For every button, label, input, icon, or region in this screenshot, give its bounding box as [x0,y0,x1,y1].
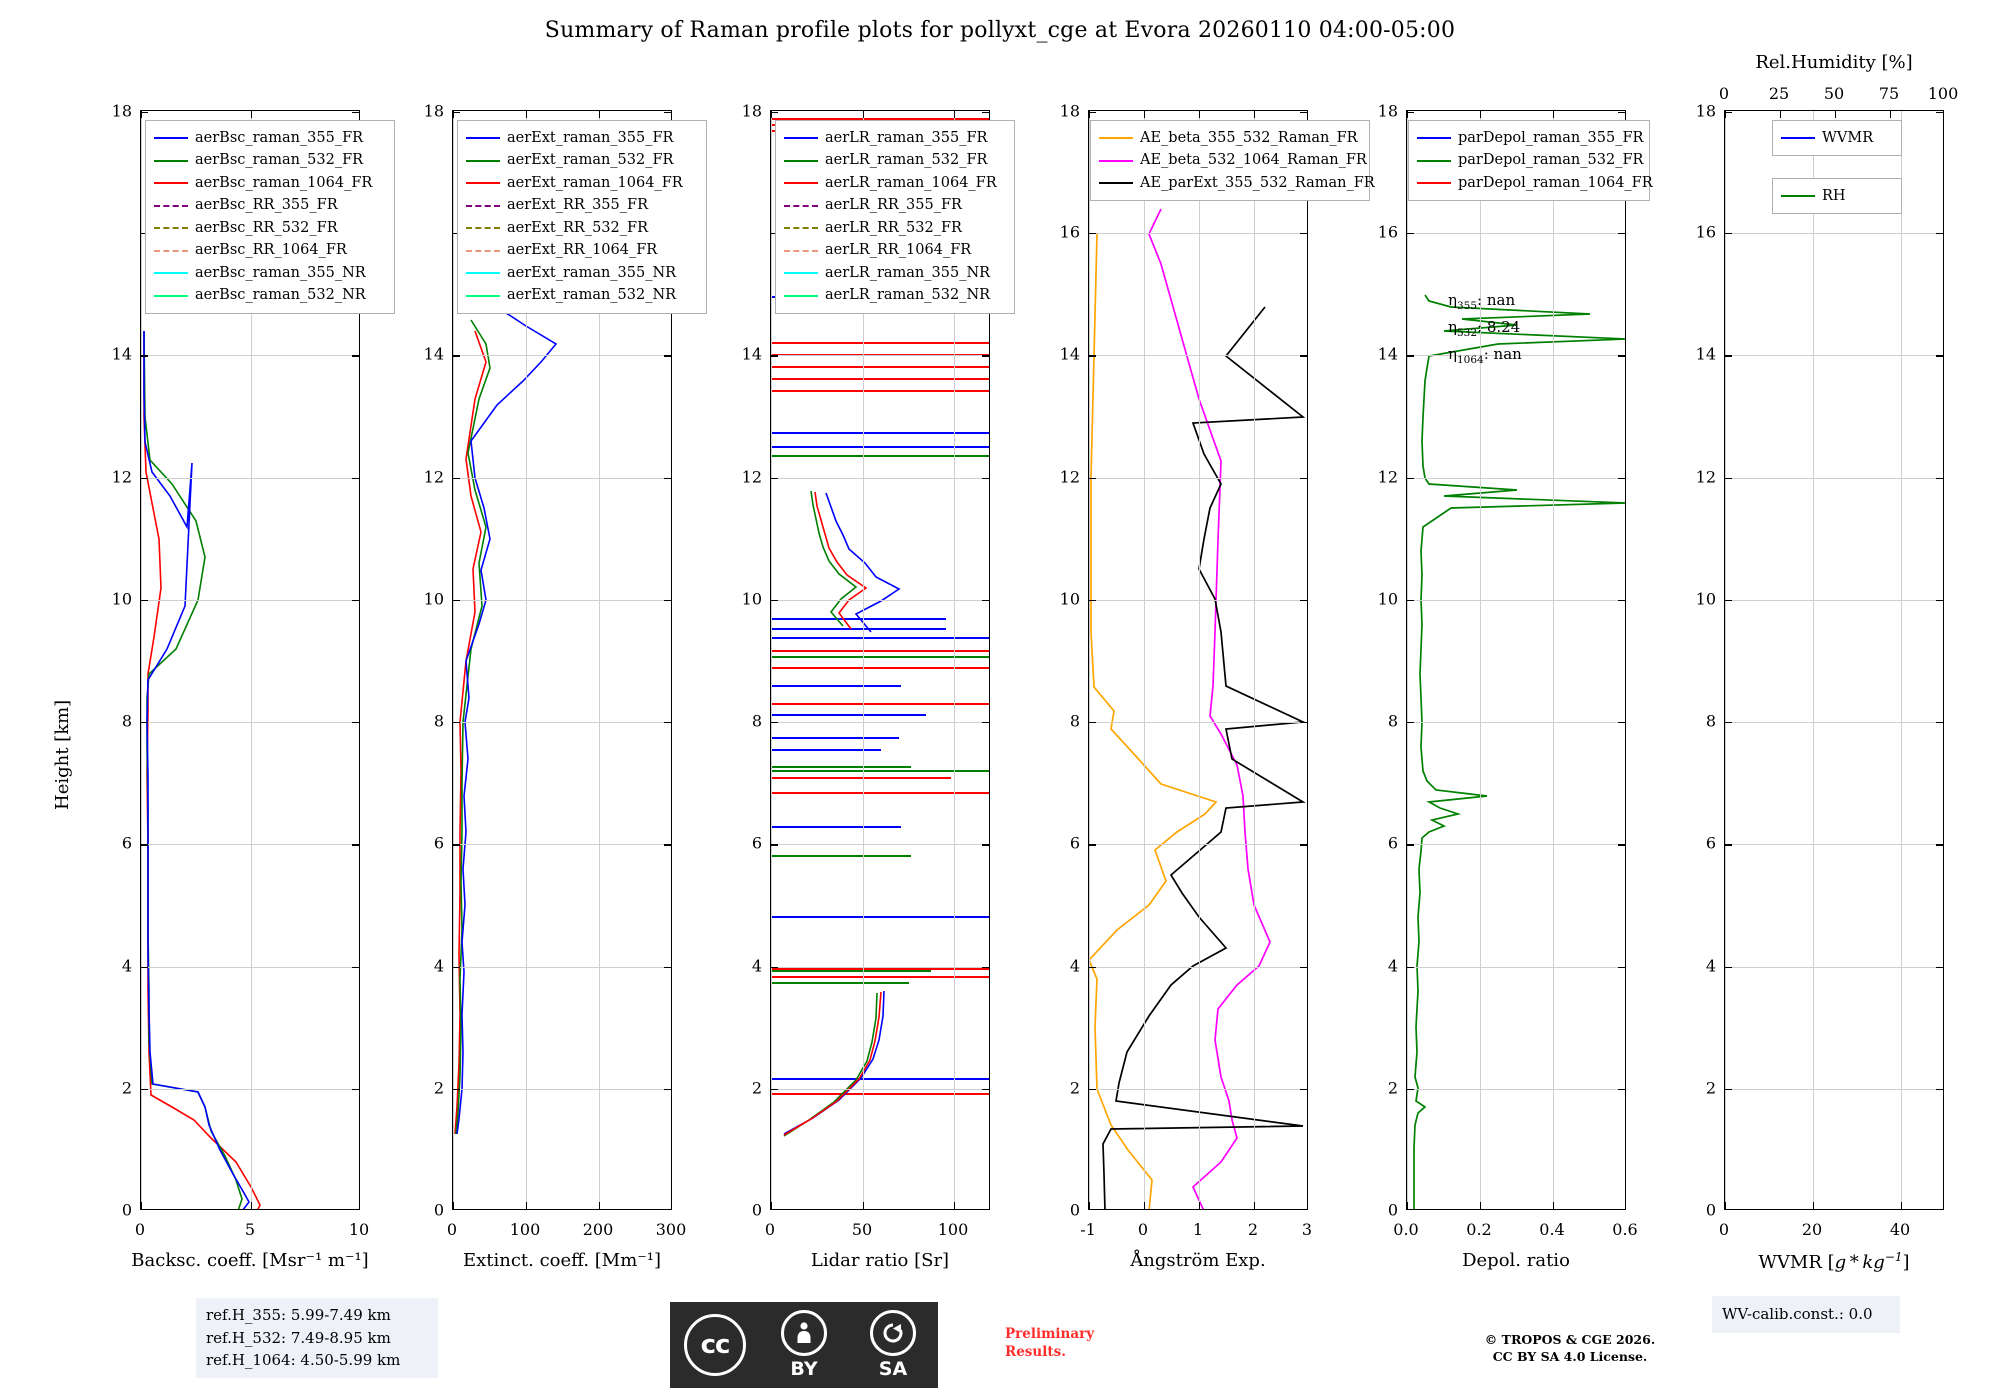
eta-532-line: $\eta_{532}$: 8.24 [1448,318,1521,339]
legend-item[interactable]: aerExt_raman_1064_FR [466,172,698,194]
ytick-6: 6 [121,833,132,853]
xtick-rh-100: 100 [1927,84,1959,103]
xtick-lr-50: 50 [851,1220,873,1239]
xtick-bsc-0: 0 [134,1220,146,1239]
xtick-bsc-10: 10 [348,1220,370,1239]
cc-sa-label: SA [878,1358,908,1380]
copyright-line-1: © TROPOS & CGE 2026. [1484,1332,1656,1347]
legend-item[interactable]: aerExt_raman_532_FR [466,149,698,171]
ytick-4: 4 [433,956,444,976]
figure-title: Summary of Raman profile plots for pollyxt_cge at Evora 20260110 04:00-05:00 [544,18,1456,43]
legend-swatch [1417,182,1451,184]
xtick-wvmr-20: 20 [1801,1220,1823,1239]
legend-item[interactable]: aerBsc_raman_532_NR [154,284,386,306]
ytick-12: 12 [741,467,762,487]
legend-swatch [154,295,188,297]
ytick-18: 18 [423,101,444,121]
xtick-ae-3: 3 [1301,1220,1313,1239]
xtick-ext-200: 200 [582,1220,614,1239]
xtick-rh-75: 75 [1878,84,1900,103]
xaxis-title-angstrom: Ångström Exp. [1130,1250,1266,1271]
legend-swatch [466,250,500,252]
ytick-16: 16 [1377,222,1398,242]
legend-swatch [466,272,500,274]
legend-item[interactable]: AE_beta_355_532_Raman_FR [1099,127,1361,149]
xtick-ext-300: 300 [655,1220,687,1239]
share-alike-icon [870,1310,916,1356]
person-icon [781,1310,827,1356]
preliminary-line-1: Preliminary [1005,1326,1095,1342]
legend-swatch [784,205,818,207]
eta-1064-line: $\eta_{1064}$: nan [1448,345,1522,366]
depolarization-curves [1407,111,1626,1210]
legend-item[interactable]: aerBsc_RR_355_FR [154,194,386,216]
xtick-dep-06: 0.6 [1612,1220,1638,1239]
ytick-4: 4 [121,956,132,976]
ytick-14: 14 [423,344,444,364]
xtick-dep-04: 0.4 [1539,1220,1565,1239]
legend-item[interactable]: parDepol_raman_1064_FR [1417,172,1641,194]
xtick-dep-00: 0.0 [1393,1220,1419,1239]
ytick-16: 16 [1059,222,1080,242]
ytick-4: 4 [1069,956,1080,976]
legend-swatch [784,295,818,297]
legend-item[interactable]: WVMR [1781,127,1893,149]
legend-swatch [154,160,188,162]
cc-sa-block [848,1302,938,1388]
xaxis-title-extinction: Extinct. coeff. [Mm⁻¹] [462,1250,662,1271]
wv-calib-const-box [1712,1296,1900,1333]
eta-annotations [1448,288,1522,369]
xaxis-title-backscatter: Backsc. coeff. [Msr⁻¹ m⁻¹] [131,1250,369,1271]
ytick-16: 16 [1695,222,1716,242]
copyright-note [1455,1332,1685,1366]
cc-by-label: BY [790,1358,818,1380]
legend-item[interactable]: aerExt_RR_355_FR [466,194,698,216]
ytick-12: 12 [111,467,132,487]
legend-item[interactable]: aerLR_raman_532_FR [784,149,1006,171]
legend-swatch [784,182,818,184]
legend-swatch [466,182,500,184]
creative-commons-badge[interactable] [670,1302,942,1388]
legend-item[interactable]: aerBsc_raman_355_FR [154,127,386,149]
legend-rh [1772,178,1902,214]
ytick-8: 8 [1705,711,1716,731]
legend-swatch [784,160,818,162]
legend-item[interactable]: aerLR_RR_355_FR [784,194,1006,216]
ytick-10: 10 [1059,589,1080,609]
legend-item[interactable]: aerBsc_raman_1064_FR [154,172,386,194]
ytick-14: 14 [1695,344,1716,364]
plot-area-angstrom [1088,110,1308,1210]
ytick-10: 10 [741,589,762,609]
legend-item[interactable]: aerExt_RR_532_FR [466,217,698,239]
legend-swatch [1417,160,1451,162]
ytick-18: 18 [111,101,132,121]
plot-area-depolarization [1406,110,1626,1210]
ytick-10: 10 [1695,589,1716,609]
panel-extinction [423,101,687,1271]
ytick-14: 14 [111,344,132,364]
ytick-18: 18 [1377,101,1398,121]
ytick-2: 2 [1069,1078,1080,1098]
xtick-ext-0: 0 [446,1220,458,1239]
xtick-wvmr-0: 0 [1718,1220,1730,1239]
xtick-ae-0: 0 [1137,1220,1149,1239]
legend-item[interactable]: aerBsc_raman_532_FR [154,149,386,171]
legend-item[interactable]: aerLR_raman_355_FR [784,127,1006,149]
legend-lidar-ratio [775,120,1015,314]
ytick-10: 10 [111,589,132,609]
cc-mark-block [670,1302,760,1388]
legend-swatch [466,205,500,207]
ytick-6: 6 [1705,833,1716,853]
ytick-2: 2 [1387,1078,1398,1098]
ref-h-355: ref.H_355: 5.99-7.49 km [206,1306,391,1324]
ytick-12: 12 [1377,467,1398,487]
legend-swatch [1781,137,1815,139]
legend-item[interactable]: aerLR_RR_532_FR [784,217,1006,239]
legend-item[interactable]: aerExt_raman_355_FR [466,127,698,149]
ytick-0: 0 [1069,1200,1080,1220]
ytick-2: 2 [751,1078,762,1098]
legend-item[interactable]: aerLR_raman_532_NR [784,284,1006,306]
legend-item[interactable]: aerLR_raman_1064_FR [784,172,1006,194]
ytick-0: 0 [751,1200,762,1220]
ytick-0: 0 [1705,1200,1716,1220]
ytick-8: 8 [751,711,762,731]
legend-item[interactable]: AE_beta_532_1064_Raman_FR [1099,149,1361,171]
legend-swatch [1099,137,1133,139]
plot-area-wvmr-rh [1724,110,1944,1210]
legend-swatch [154,272,188,274]
ytick-4: 4 [1705,956,1716,976]
xtick-lr-0: 0 [764,1220,776,1239]
ytick-18: 18 [741,101,762,121]
xtick-ae-2: 2 [1247,1220,1259,1239]
reference-heights-box [196,1298,438,1378]
xtick-lr-100: 100 [937,1220,969,1239]
ytick-4: 4 [751,956,762,976]
legend-item[interactable]: parDepol_raman_355_FR [1417,127,1641,149]
legend-item[interactable]: aerBsc_raman_355_NR [154,262,386,284]
legend-angstrom [1090,120,1375,201]
legend-extinction [457,120,707,314]
legend-item[interactable]: parDepol_raman_532_FR [1417,149,1641,171]
legend-swatch [784,227,818,229]
ref-h-1064: ref.H_1064: 4.50-5.99 km [206,1351,401,1369]
ytick-12: 12 [1059,467,1080,487]
legend-swatch [1417,137,1451,139]
ytick-8: 8 [121,711,132,731]
legend-swatch [784,137,818,139]
ytick-6: 6 [1069,833,1080,853]
wv-calib-value: WV-calib.const.: 0.0 [1722,1305,1873,1323]
preliminary-line-2: Results. [1005,1343,1066,1360]
legend-swatch [466,137,500,139]
ytick-10: 10 [423,589,444,609]
ytick-2: 2 [121,1078,132,1098]
legend-swatch [154,137,188,139]
xtick-ae-1: 1 [1192,1220,1204,1239]
legend-item[interactable]: aerLR_raman_355_NR [784,262,1006,284]
xtick-wvmr-40: 40 [1889,1220,1911,1239]
ytick-18: 18 [1059,101,1080,121]
ytick-6: 6 [433,833,444,853]
legend-item[interactable]: aerExt_raman_532_NR [466,284,698,306]
ytick-14: 14 [1059,344,1080,364]
xtick-ext-100: 100 [509,1220,541,1239]
legend-item[interactable]: RH [1781,185,1893,207]
ytick-12: 12 [423,467,444,487]
legend-wvmr [1772,120,1902,156]
xtick-dep-02: 0.2 [1466,1220,1492,1239]
ytick-8: 8 [1387,711,1398,731]
ytick-14: 14 [1377,344,1398,364]
ytick-14: 14 [741,344,762,364]
legend-depolarization [1408,120,1653,201]
eta-355-line: $\eta_{355}$: nan [1448,291,1516,312]
preliminary-results-note [1005,1326,1094,1361]
legend-swatch [1099,160,1133,162]
xtick-bsc-5: 5 [244,1220,256,1239]
ytick-6: 6 [751,833,762,853]
cc-circle-icon: cc [684,1314,746,1376]
ytick-4: 4 [1387,956,1398,976]
legend-item[interactable]: aerBsc_RR_532_FR [154,217,386,239]
person-glyph [793,1321,815,1345]
xtick-ae--1: -1 [1080,1220,1096,1239]
ytick-10: 10 [1377,589,1398,609]
legend-swatch [1099,182,1133,184]
panel-backscatter [52,101,373,1271]
cc-by-block [760,1302,848,1388]
share-alike-glyph [881,1321,905,1345]
ytick-8: 8 [1069,711,1080,731]
copyright-line-2: CC BY SA 4.0 License. [1492,1348,1648,1364]
yaxis-title: Height [km] [52,699,73,810]
legend-item[interactable]: AE_parExt_355_532_Raman_FR [1099,172,1361,194]
xaxis-title-wvmr: WVMR $[g * kg^{-1}]$ [1758,1250,1910,1273]
ytick-0: 0 [433,1200,444,1220]
panel-lidar-ratio [741,101,997,1271]
legend-backscatter [145,120,395,314]
legend-swatch [784,272,818,274]
panel-angstrom [1059,101,1375,1271]
ytick-2: 2 [1705,1078,1716,1098]
legend-swatch [466,160,500,162]
legend-item[interactable]: aerBsc_RR_1064_FR [154,239,386,261]
ytick-6: 6 [1387,833,1398,853]
legend-swatch [466,295,500,297]
ref-h-532: ref.H_532: 7.49-8.95 km [206,1328,391,1347]
legend-swatch [154,205,188,207]
legend-swatch [154,227,188,229]
ytick-18: 18 [1695,101,1716,121]
xaxis-title-depolarization: Depol. ratio [1462,1250,1570,1271]
ytick-2: 2 [433,1078,444,1098]
top-axis-title-rh: Rel.Humidity [%] [1755,52,1913,73]
xtick-rh-0: 0 [1718,84,1730,103]
ytick-0: 0 [121,1200,132,1220]
legend-swatch [154,250,188,252]
legend-swatch [466,227,500,229]
legend-swatch [154,182,188,184]
ytick-12: 12 [1695,467,1716,487]
legend-item[interactable]: aerLR_RR_1064_FR [784,239,1006,261]
legend-item[interactable]: aerExt_RR_1064_FR [466,239,698,261]
ytick-0: 0 [1387,1200,1398,1220]
xtick-rh-25: 25 [1768,84,1790,103]
panel-wvmr-rh [1695,52,1959,1273]
ytick-8: 8 [433,711,444,731]
panel-depolarization [1377,101,1653,1271]
legend-item[interactable]: aerExt_raman_355_NR [466,262,698,284]
legend-swatch [784,250,818,252]
xaxis-title-lidar-ratio: Lidar ratio [Sr] [810,1250,950,1271]
legend-swatch [1781,195,1815,197]
xtick-rh-50: 50 [1823,84,1845,103]
